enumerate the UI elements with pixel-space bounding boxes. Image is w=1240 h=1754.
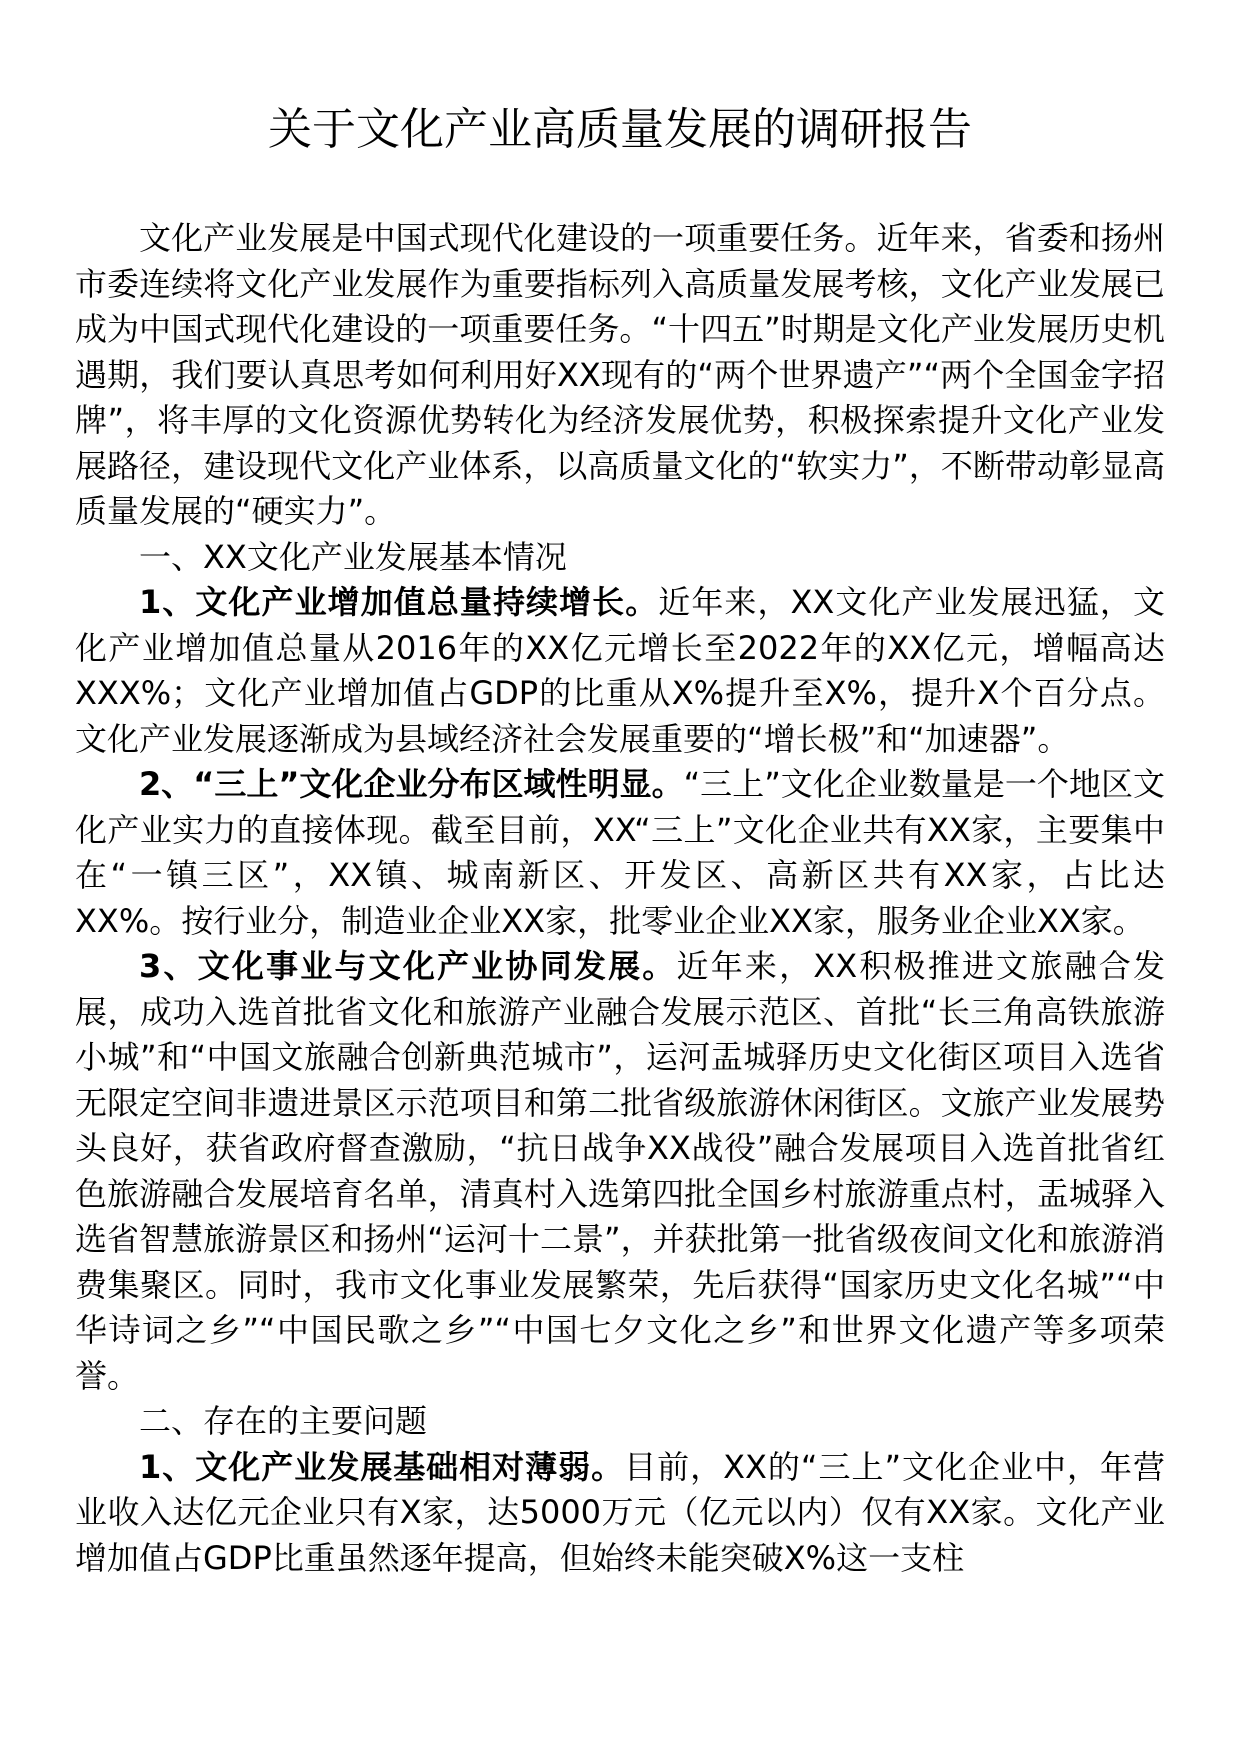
list-item [75, 762, 1165, 944]
item-lead: 3、文化事业与文化产业协同发展。 [139, 947, 677, 985]
item-lead: 1、文化产业增加值总量持续增长。 [139, 583, 659, 621]
item-text: 目前，XX的“三上”文化企业中，年营业收入达亿元企业只有X家，达5000万元（亿元以内）仅有XX家。文化产业增加值占GDP比重虽然逐年提高，但始终未能突破X%这一支柱 [75, 1447, 1165, 1577]
item-text: 近年来，XX文化产业发展迅猛，文化产业增加值总量从2016年的XX亿元增长至2022年的XX亿元，增幅高达XXX%；文化产业增加值占GDP的比重从X%提升至X%，提升X个百分点。文化产业发展逐渐成为县域经济社会发展重要的“增长极”和“加速器”。 [75, 583, 1165, 758]
item-text: 近年来，XX积极推进文旅融合发展，成功入选首批省文化和旅游产业融合发展示范区、首批“长三角高铁旅游小城”和“中国文旅融合创新典范城市”，运河盂城驿历史文化街区项目入选省无限定空间非遗进景区示范项目和第二批省级旅游休闲街区。文旅产业发展势头良好，获省政府督查激励，“抗日战争XX战役”融合发展项目入选首批省红色旅游融合发展培育名单，清真村入选第四批全国乡村旅游重点村，盂城驿入选省智慧旅游景区和扬州“运河十二景”，并获批第一批省级夜间文化和旅游消费集聚区。同时，我市文化事业发展繁荣，先后获得“国家历史文化名城”“中华诗词之乡”“中国民歌之乡”“中国七夕文化之乡”和世界文化遗产等多项荣誉。 [75, 947, 1165, 1395]
document-body [75, 216, 1165, 1581]
list-item [75, 1445, 1165, 1582]
section-heading-basic-situation: 一、XX文化产业发展基本情况 [139, 537, 567, 576]
item-lead: 1、文化产业发展基础相对薄弱。 [139, 1447, 625, 1486]
section-heading-main-problems: 二、存在的主要问题 [139, 1402, 428, 1440]
list-item [75, 580, 1165, 762]
item-lead: 2、“三上”文化企业分布区域性明显。 [139, 765, 684, 803]
list-item [75, 944, 1165, 1399]
document-title: 关于文化产业高质量发展的调研报告 [268, 104, 972, 155]
item-text: “三上”文化企业数量是一个地区文化产业实力的直接体现。截至目前，XX“三上”文化企业共有XX家，主要集中在“一镇三区”，XX镇、城南新区、开发区、高新区共有XX家，占比达XX%。按行业分，制造业企业XX家，批零业企业XX家，服务业企业XX家。 [75, 765, 1165, 940]
intro-paragraph: 文化产业发展是中国式现代化建设的一项重要任务。近年来，省委和扬州市委连续将文化产业发展作为重要指标列入高质量发展考核，文化产业发展已成为中国式现代化建设的一项重要任务。“十四五”时期是文化产业发展历史机遇期，我们要认真思考如何利用好XX现有的“两个世界遗产”“两个全国金字招牌”，将丰厚的文化资源优势转化为经济发展优势，积极探索提升文化产业发展路径，建设现代文化产业体系，以高质量文化的“软实力”，不断带动彰显高质量发展的“硬实力”。 [75, 219, 1165, 530]
